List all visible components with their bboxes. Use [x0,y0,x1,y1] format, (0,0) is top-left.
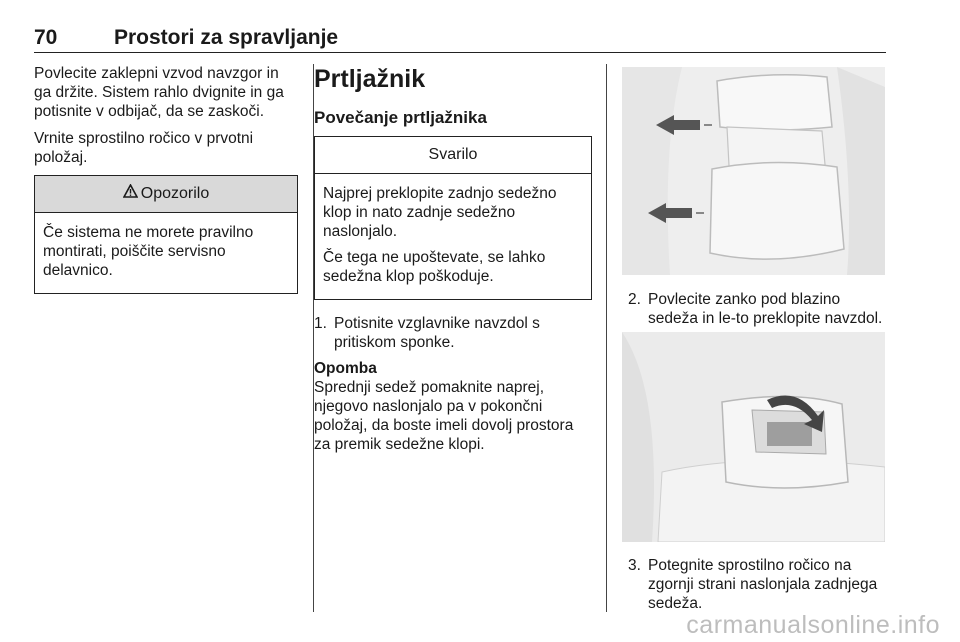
warning-title: Opozorilo [140,185,210,202]
step-number: 2. [628,291,641,308]
step-item [314,314,592,352]
step-text: Potegnite sprostilno ročico na zgornji strani naslonjala zadnjega sedeža. [648,557,878,612]
warning-text: Če sistema ne morete pravilno montirati, poiščite servisno delavnico. [43,224,254,279]
paragraph: Vrnite sprostilno ročico v prvotni položaj. [34,130,254,166]
page-header [34,26,886,53]
page-number: 70 [34,26,58,49]
paragraph: Povlecite zaklepni vzvod navzgor in ga držite. Sistem rahlo dvignite in ga potisnite v odbijač, da se zaskoči. [34,65,284,120]
section-subheading: Povečanje prtljažnika [314,108,487,127]
warning-box-header [35,176,297,213]
caution-box-header: Svarilo [315,137,591,174]
step-text: Povlecite zanko pod blazino sedeža in le-to preklopite navzdol. [648,291,883,327]
seat-release-illustration [622,332,885,542]
note-text: Sprednji sedež pomaknite naprej, njegovo naslonjalo pa v pokončni položaj, da boste imeli dovolj prostora za premik sedežne klopi. [314,379,574,453]
caution-box [314,136,592,300]
section-heading: Prtljažnik [314,65,426,93]
column-divider [606,64,607,612]
column-left [34,64,298,294]
step-number: 3. [628,557,641,574]
step-text: Potisnite vzglavnike navzdol s pritiskom sponke. [334,315,540,351]
note-title: Opomba [314,360,377,377]
caution-text: Če tega ne upoštevate, se lahko sedežna klop poškoduje. [323,249,546,285]
warning-triangle-icon [123,176,138,212]
warning-box [34,175,298,294]
step-number: 1. [314,315,327,332]
step-item [628,290,888,335]
page-title: Prostori za spravljanje [114,26,339,49]
headrest-illustration [622,67,885,275]
caution-text: Najprej preklopite zadnjo sedežno klop in nato zadnje sedežno naslonjalo. [323,185,557,240]
watermark: carmanualsonline.info [686,611,940,639]
column-middle [314,64,592,454]
